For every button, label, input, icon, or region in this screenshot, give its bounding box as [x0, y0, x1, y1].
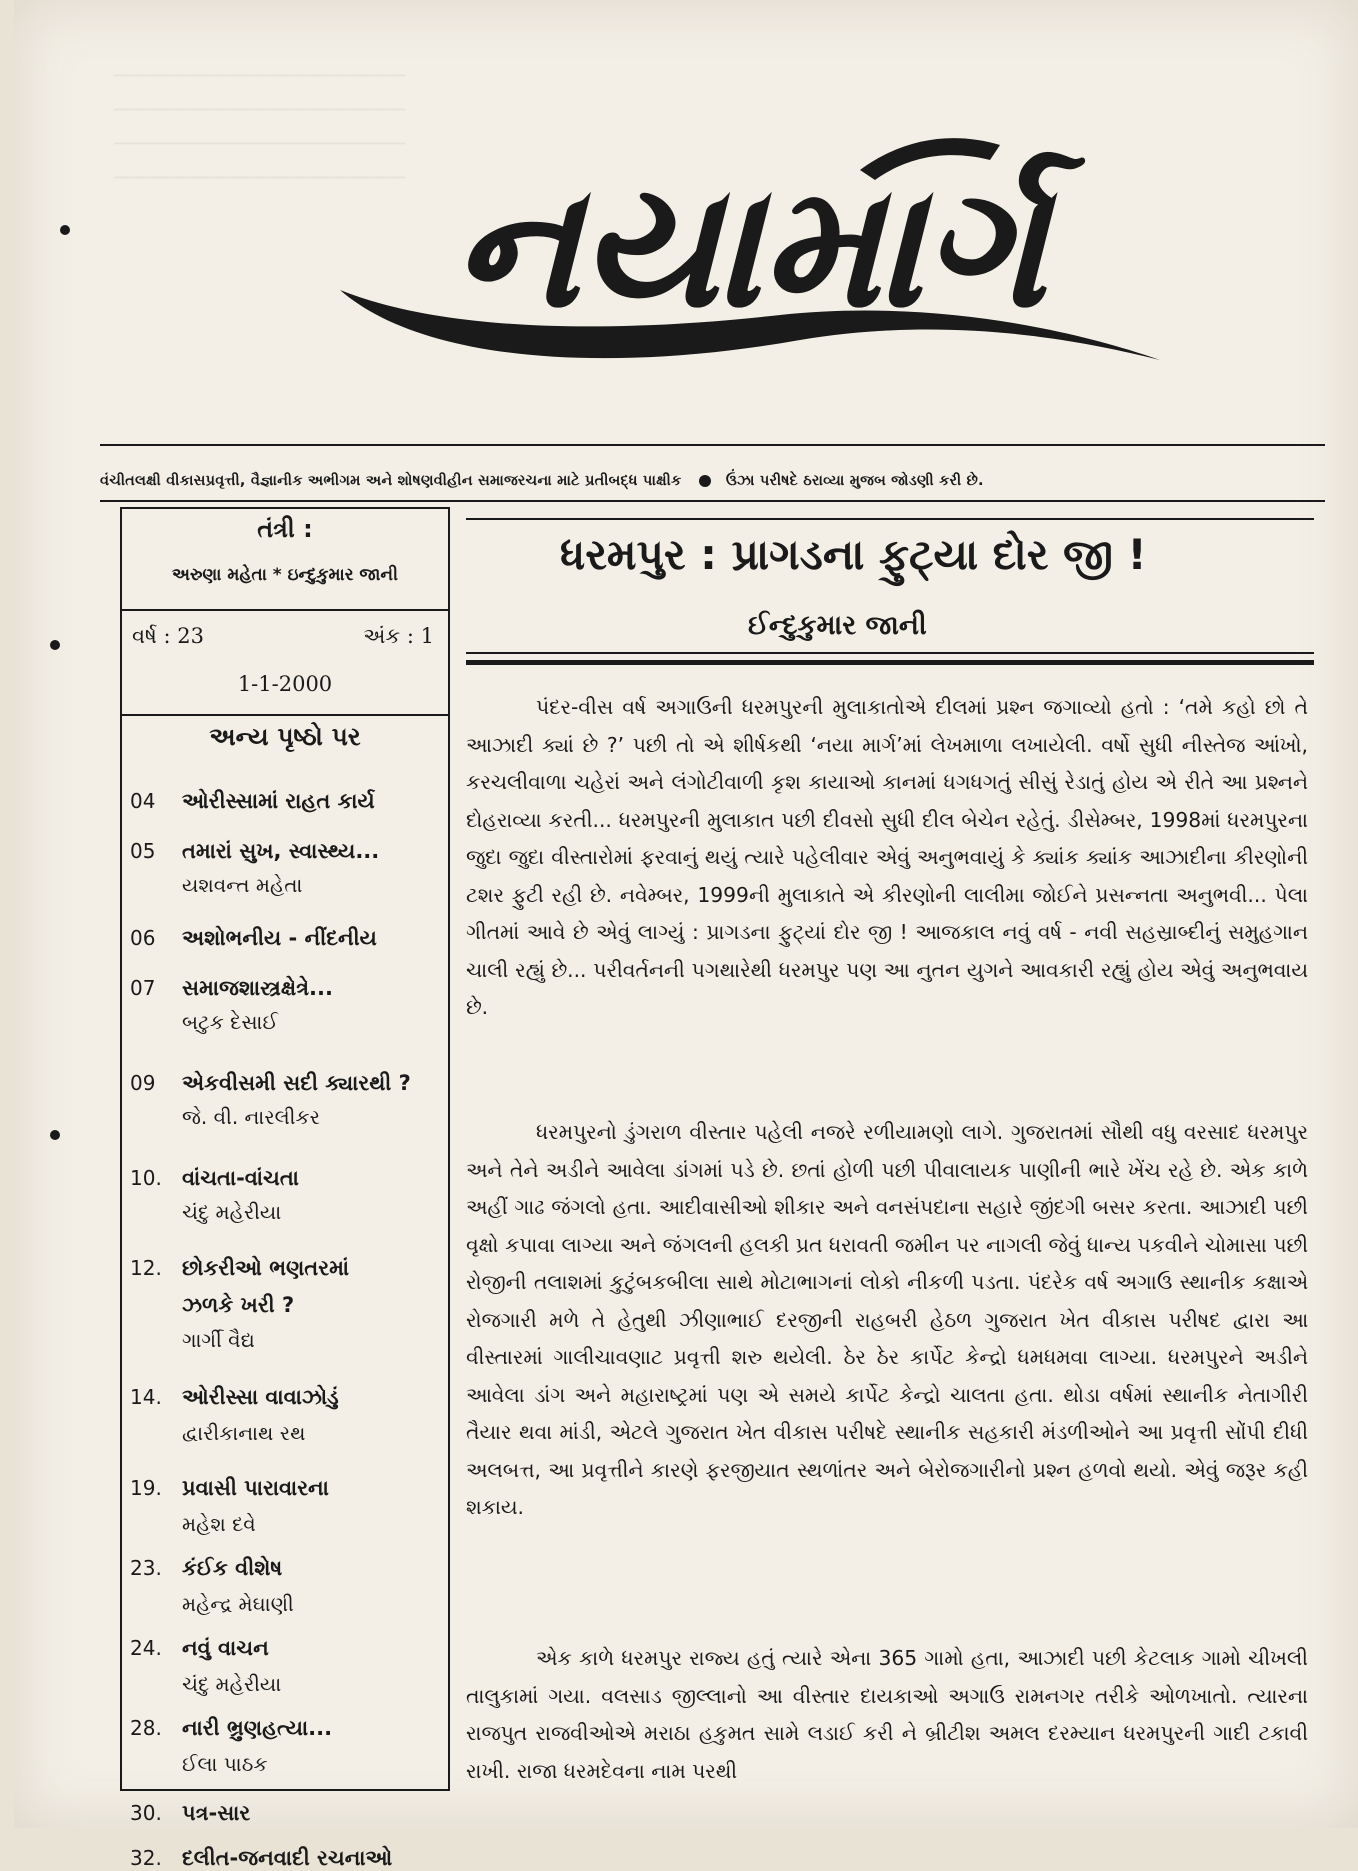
toc-page-number: 30. — [130, 1801, 162, 1825]
inside-pages-heading: અન્ય પૃષ્ઠો પર — [209, 722, 361, 751]
masthead-rule-bottom — [100, 500, 1325, 502]
tagline — [100, 473, 1330, 489]
volume-year: વર્ષ : 23 — [132, 624, 204, 648]
toc-title: નવું વાચન — [182, 1636, 269, 1660]
sidebar-divider — [122, 714, 448, 716]
toc-page-number: 07 — [130, 976, 156, 1000]
toc-title: પ્રવાસી પારાવારના — [182, 1476, 329, 1500]
toc-author: ચંદુ મહેરીયા — [182, 1672, 282, 1696]
toc-author: દ્વારીકાનાથ રથ — [182, 1421, 306, 1445]
article-byline: ઈન્દુકુમાર જાની — [748, 610, 927, 641]
editor-names: અરુણા મહેતા * ઇન્દુકુમાર જાની — [172, 565, 398, 585]
toc-title: ઓરીસ્સામાં રાહત કાર્ય — [182, 789, 375, 813]
staple-hole — [50, 640, 60, 650]
toc-page-number: 32. — [130, 1846, 162, 1870]
toc-page-number: 10. — [130, 1166, 162, 1190]
article-paragraph: એક કાળે ધરમપુર રાજ્ય હતું ત્યારે એના 365 ગામો હતા, આઝાદી પછી કેટલાક ગામો ચીખલી તાલુકામાં ગયા. વલસાડ જીલ્લાનો આ વીસ્તાર દાયકાઓ અગાઉ રામનગર તરીકે ઓળખાતો. ત્યારના રાજપુત રાજવીઓએ મરાઠા હકુમત સામે લડાઈ કરી ને બ્રીટીશ અમલ દરમ્યાન ધરમપુરની ગાદી ટકાવી રાખી. રાજા ધરમદેવના નામ પરથી — [466, 1646, 1308, 1783]
toc-page-number: 05 — [130, 839, 156, 863]
tagline-right: ઉંઝા પરીષદે ઠરાવ્યા મુજબ જોડણી કરી છે. — [725, 473, 984, 489]
article-paragraph: પંદર-વીસ વર્ષ અગાઉની ધરમપુરની મુલાકાતોએ દીલમાં પ્રશ્ન જગાવ્યો હતો : ‘તમે કહો છો તે આઝાદી ક્યાં છે ?’ પછી તો એ શીર્ષકથી ‘નયા માર્ગ’માં લેખમાળા લખાયેલી. વર્ષો સુધી નીસ્તેજ આંખો, કરચલીવાળા ચહેરાં અને લંગોટીવાળી કૃશ કાયાઓ કાનમાં ધગધગતું સીસું રેડાતું હોય એ રીતે આ પ્રશ્નને દોહરાવ્યા કરતી... ધરમપુરની મુલાકાત પછી દીવસો સુધી દીલ બેચેન રહેતું. ડીસેમ્બર, 1998માં ધરમપુરના જુદા જુદા વીસ્તારોમાં ફરવાનું થયું ત્યારે પહેલીવાર એવું અનુભવાયું કે ક્યાંક ક્યાંક આઝાદીના કીરણોની ટશર ફુટી રહી છે. નવેમ્બર, 1999ની મુલાકાતે એ કીરણોની લાલીમા જોઈને પ્રસન્નતા અનુભવી... પેલા ગીતમાં આવે છે એવું લાગ્યું : પ્રાગડના ફુટ્યાં દોર જી ! આજકાલ નવું વર્ષ - નવી સહસ્રાબ્દીનું સમુહગાન ચાલી રહ્યું છે... પરીવર્તનની પગથારેથી ધરમપુર પણ આ નુતન યુગને આવકારી રહ્યું હોય એવું અનુભવાય છે. — [466, 695, 1308, 1019]
issue-number: અંક : 1 — [363, 624, 434, 648]
toc-title: તમારાં સુખ, સ્વાસ્થ્ય... — [182, 839, 380, 863]
article-paragraph: ધરમપુરનો ડુંગરાળ વીસ્તાર પહેલી નજરે રળીયામણો લાગે. ગુજરાતમાં સૌથી વધુ વરસાદ ધરમપુર અને તેને અડીને આવેલા ડાંગમાં પડે છે. છતાં હોળી પછી પીવાલાયક પાણીની ભારે ખેંચ રહે છે. એક કાળે અહીં ગાઢ જંગલો હતા. આદીવાસીઓ શીકાર અને વનસંપદાના સહારે જીંદગી બસર કરતા. આઝાદી પછી વૃક્ષો કપાવા લાગ્યા અને જંગલની હલકી પ્રત ધરાવતી જમીન પર નાગલી જેવું ધાન્ય પકવીને ચોમાસા પછી રોજીની તલાશમાં કુટુંબકબીલા સાથે મોટાભાગનાં લોકો નીકળી પડતા. પંદરેક વર્ષ અગાઉ સ્થાનીક કક્ષાએ રોજગારી મળે તે હેતુથી ઝીણાભાઈ દરજીની રાહબરી હેઠળ ગુજરાત ખેત વીકાસ પરીષદ દ્વારા આ વીસ્તારમાં ગાલીચાવણાટ પ્રવૃત્તી શરુ થયેલી. ઠેર ઠેર કાર્પેટ કેન્દ્રો ધમધમવા લાગ્યા. ધરમપુરને અડીને આવેલા ડાંગ અને મહારાષ્ટ્રમાં પણ એ સમયે કાર્પેટ કેન્દ્રો ચાલતા હતા. થોડા વર્ષમાં સ્થાનીક નેતાગીરી તૈયાર થવા માંડી, એટલે ગુજરાત ખેત વીકાસ પરીષદે સ્થાનીક સહકારી મંડળીઓને આ પ્રવૃત્તી સોંપી દીધી અલબત્ત, આ પ્રવૃત્તીને કારણે ફરજીયાત સ્થળાંતર અને બેરોજગારીનો પ્રશ્ન હળવો થયો. એવું જરૂર કહી શકાય. — [466, 1120, 1308, 1519]
toc-author: જે. વી. નારલીકર — [182, 1105, 320, 1129]
toc-title: કંઈક વીશેષ — [182, 1556, 283, 1580]
toc-title: પત્ર-સાર — [182, 1801, 251, 1825]
toc-page-number: 24. — [130, 1636, 162, 1660]
byline-rule-thick — [466, 660, 1314, 665]
toc-title: ઓરીસ્સા વાવાઝોડું — [182, 1385, 339, 1409]
article-headline: ધરમપુર : પ્રાગડના ફુટ્યા દોર જી ! — [560, 530, 1147, 579]
toc-page-number: 19. — [130, 1476, 162, 1500]
toc-author: મહેશ દવે — [182, 1512, 256, 1536]
toc-title: અશોભનીય - નીંદનીય — [182, 926, 377, 950]
masthead-rule-top — [100, 444, 1325, 446]
toc-page-number: 04 — [130, 789, 156, 813]
staple-hole — [50, 1130, 60, 1140]
sidebar-contents — [120, 507, 450, 1870]
toc-page-number: 06 — [130, 926, 156, 950]
masthead-logo-art — [300, 110, 1200, 430]
masthead-logo — [300, 110, 1200, 430]
byline-rule-thin — [466, 652, 1314, 654]
tagline-left: વંચીતલક્ષી વીકાસપ્રવૃત્તી, વૈજ્ઞાનીક અભીગમ અને શોષણવીહીન સમાજરચના માટે પ્રતીબદ્ધ પાક્ષીક — [100, 473, 682, 489]
toc-author: બટુક દેસાઈ — [182, 1010, 278, 1034]
bullet-icon — [699, 475, 711, 487]
issue-date: 1-1-2000 — [237, 672, 333, 696]
toc-title: સમાજશાસ્ત્રક્ષેત્રે... — [182, 976, 333, 1000]
bleed-through-left: ────────────────────── ────────────────────── ────────────────────── ────────────────────── — [114, 64, 406, 191]
toc-author: ગાર્ગી વૈદ્ય — [182, 1328, 255, 1352]
masthead-title: નયામાર્ગ — [453, 148, 1047, 346]
toc-author: ઈલા પાઠક — [182, 1752, 268, 1776]
toc-page-number: 14. — [130, 1385, 162, 1409]
toc-page-number: 09 — [130, 1071, 156, 1095]
toc-title: એકવીસમી સદી ક્યારથી ? — [182, 1071, 411, 1095]
toc-title-continued: ઝળકે ખરી ? — [182, 1293, 295, 1317]
sidebar-divider — [122, 609, 448, 611]
toc-title: છોકરીઓ ભણતરમાં — [182, 1256, 350, 1280]
toc-page-number: 12. — [130, 1256, 162, 1280]
editor-label: તંત્રી : — [257, 515, 313, 543]
headline-rule-top — [466, 518, 1314, 520]
toc-author: ચંદુ મહેરીયા — [182, 1200, 282, 1224]
toc-title: વાંચતા-વાંચતા — [182, 1166, 299, 1190]
staple-hole — [60, 225, 70, 235]
toc-page-number: 28. — [130, 1716, 162, 1740]
toc-title: દલીત-જનવાદી રચનાઓ — [182, 1846, 393, 1870]
toc-author: મહેન્દ્ર મેઘાણી — [182, 1592, 294, 1616]
toc-page-number: 23. — [130, 1556, 162, 1580]
toc-title: નારી ભ્રુણહત્યા... — [182, 1716, 333, 1740]
toc-author: યશવન્ત મહેતા — [182, 873, 303, 897]
